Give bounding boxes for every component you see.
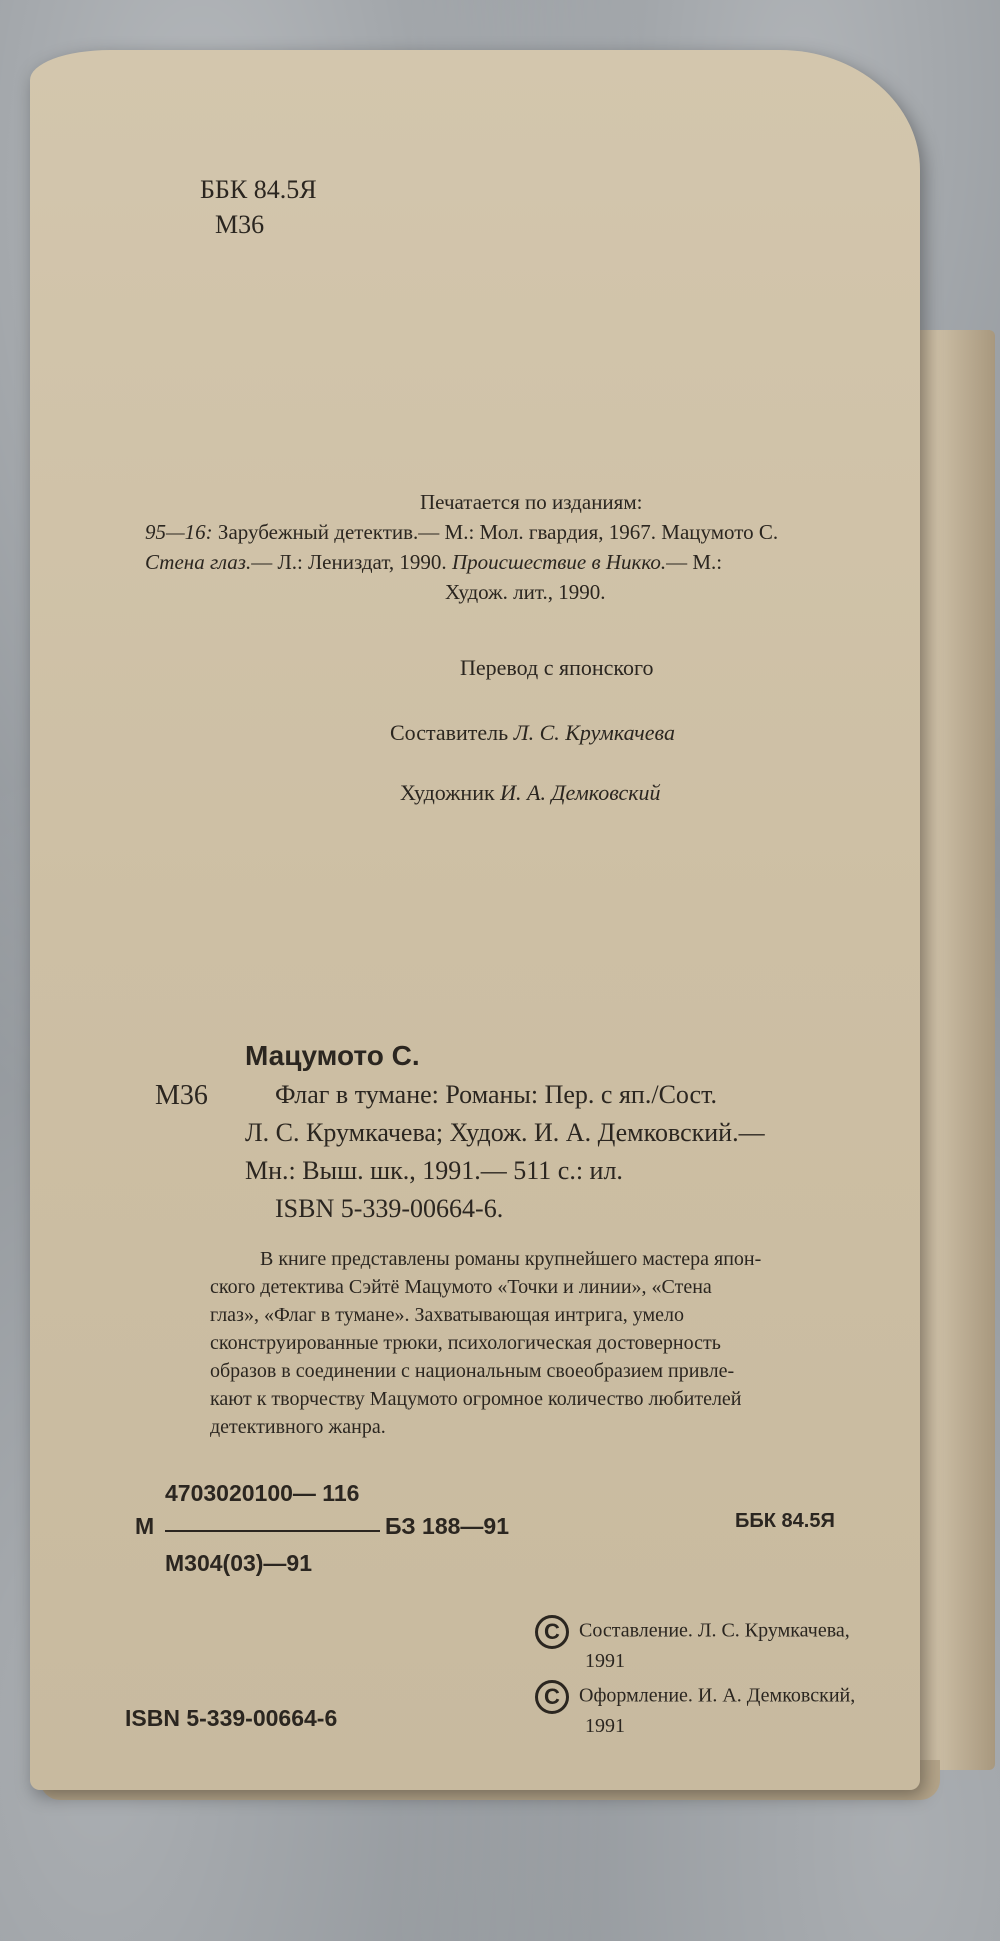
catalog-right: БЗ 188—91	[385, 1513, 509, 1539]
copyright-icon: C	[535, 1680, 569, 1714]
catalog-top: 4703020100— 116	[165, 1480, 360, 1506]
catalog-bbk: ББК 84.5Я	[735, 1510, 835, 1532]
sources-line-3: Худож. лит., 1990.	[445, 580, 606, 604]
annotation-line: глаз», «Флаг в тумане». Захватывающая интрига, умело	[210, 1304, 684, 1326]
bib-code: М36	[155, 1080, 208, 1111]
translation-note: Перевод с японского	[460, 655, 654, 680]
sources-line-2-text: — Л.: Лениздат, 1990.	[251, 550, 452, 574]
sources-line-2-end: — М.:	[666, 550, 723, 574]
sources-number: 95—16:	[145, 520, 213, 544]
compiler-label: Составитель	[390, 720, 509, 745]
bib-isbn: ISBN 5-339-00664-6.	[275, 1194, 504, 1223]
copyright-year: 1991	[585, 1650, 625, 1672]
isbn-footer: ISBN 5-339-00664-6	[125, 1705, 338, 1731]
catalog-left: М	[135, 1513, 155, 1539]
compiler-name: Л. С. Крумкачева	[513, 720, 675, 745]
annotation-line: кают к творчеству Мацумото огромное количество любителей	[210, 1388, 742, 1410]
sources-line-1-text: Зарубежный детектив.— М.: Мол. гвардия, 1967. Мацумото С.	[212, 520, 779, 544]
copyright-text: Оформление. И. А. Демковский,	[579, 1684, 856, 1707]
bib-line-1: Флаг в тумане: Романы: Пер. с яп./Сост.	[275, 1080, 717, 1109]
copyright-compilation	[535, 1615, 850, 1649]
copyright-icon: C	[535, 1615, 569, 1649]
annotation-line: сконструированные трюки, психологическая достоверность	[210, 1332, 721, 1354]
compiler-credit	[390, 720, 675, 746]
bib-line-3: Мн.: Выш. шк., 1991.— 511 с.: ил.	[245, 1156, 623, 1185]
annotation-line: В книге представлены романы крупнейшего мастера япон-	[260, 1248, 762, 1270]
sources-line-1	[145, 520, 778, 545]
sources-title-nikko: Происшествие в Никко.	[451, 550, 667, 574]
sources-title: Печатается по изданиям:	[420, 490, 643, 514]
copyright-text: Составление. Л. С. Крумкачева,	[579, 1619, 850, 1642]
annotation-line: детективного жанра.	[210, 1416, 386, 1438]
annotation	[210, 1245, 900, 1441]
copyright-year: 1991	[585, 1715, 625, 1737]
sources-title-stena: Стена глаз.	[145, 550, 252, 574]
bib-line-2: Л. С. Крумкачева; Худож. И. А. Демковский.—	[245, 1118, 765, 1147]
bib-author: Мацумото С.	[245, 1040, 420, 1071]
catalog-rule	[165, 1530, 380, 1532]
bbk-index: ББК 84.5Я	[200, 175, 317, 204]
artist-credit	[400, 780, 661, 806]
copyright-design	[535, 1680, 855, 1714]
author-code: М36	[215, 210, 265, 239]
book-page	[30, 50, 920, 1790]
artist-name: И. А. Демковский	[500, 780, 661, 805]
sources-line-2	[145, 550, 722, 575]
annotation-line: ского детектива Сэйтё Мацумото «Точки и линии», «Стена	[210, 1276, 712, 1298]
annotation-line: образов в соединении с национальным своеобразием привле-	[210, 1360, 735, 1382]
artist-label: Художник	[400, 780, 495, 805]
catalog-bottom: М304(03)—91	[165, 1550, 313, 1576]
